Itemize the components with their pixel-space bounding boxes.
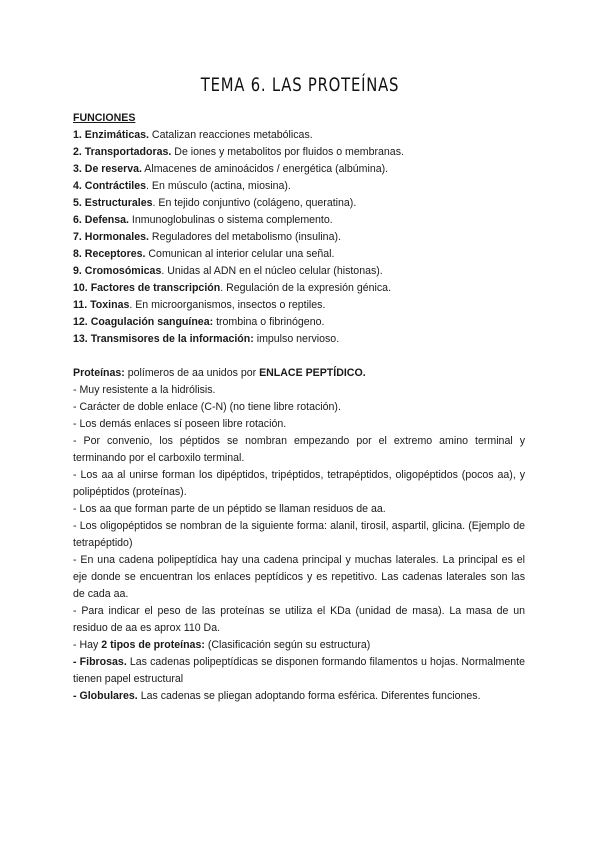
funcion-number: 7.	[73, 231, 82, 243]
funcion-item	[73, 229, 525, 246]
bullet-item: - Por convenio, los péptidos se nombran empezando por el extremo amino terminal y terminando por el carboxilo terminal.	[73, 435, 525, 464]
funcion-term: Enzimáticas.	[84, 129, 149, 141]
funcion-item	[73, 314, 525, 331]
funcion-desc: . En músculo (actina, miosina).	[146, 180, 291, 192]
funcion-number: 10.	[73, 282, 88, 294]
funcion-desc: . En microorganismos, insectos o reptiles.	[129, 299, 326, 311]
funcion-desc: Comunican al interior celular una señal.	[145, 248, 335, 260]
funcion-term: Coagulación sanguínea:	[90, 316, 214, 328]
funcion-term: Receptores.	[84, 248, 146, 260]
funcion-item	[73, 195, 525, 212]
funcion-number: 4.	[73, 180, 82, 192]
funcion-number: 11.	[73, 299, 88, 311]
document-body	[73, 110, 525, 705]
funcion-desc: . En tejido conjuntivo (colágeno, queratina).	[152, 197, 357, 209]
funcion-desc: trombina o fibrinógeno.	[213, 316, 325, 328]
funcion-item	[73, 331, 525, 348]
bullet-item: - En una cadena polipeptídica hay una cadena principal y muchas laterales. La principal es el eje donde se encuentran los enlaces peptídicos y es repetitivo. Las cadenas laterales son las de cada aa.	[73, 554, 525, 600]
funcion-term: Contráctiles	[84, 180, 147, 192]
fibrosas-desc: Las cadenas polipeptídicas se disponen formando filamentos u hojas. Normalmente tienen papel estructural	[73, 656, 525, 685]
funcion-term: De reserva.	[84, 163, 142, 175]
bullet-item: - Los oligopéptidos se nombran de la siguiente forma: alanil, tirosil, aspartil, glicina. (Ejemplo de tetrapéptido)	[73, 520, 525, 549]
funcion-item	[73, 280, 525, 297]
funcion-term: Hormonales.	[84, 231, 149, 243]
funcion-number: 1.	[73, 129, 82, 141]
proteinas-term: Proteínas:	[73, 367, 125, 379]
bullet-item: - Para indicar el peso de las proteínas se utiliza el KDa (unidad de masa). La masa de un residuo de aa es aprox 110 Da.	[73, 605, 525, 634]
tipos-proteinas	[73, 637, 525, 654]
funcion-item	[73, 297, 525, 314]
funcion-item	[73, 263, 525, 280]
funcion-item	[73, 144, 525, 161]
proteinas-intro	[73, 365, 525, 382]
funcion-term: Defensa.	[84, 214, 129, 226]
funcion-term: Cromosómicas	[84, 265, 162, 277]
bullet-item: - Los aa que forman parte de un péptido se llaman residuos de aa.	[73, 503, 386, 515]
funcion-desc: Catalizan reacciones metabólicas.	[148, 129, 313, 141]
proteinas-intro-text: polímeros de aa unidos por	[124, 367, 260, 379]
funcion-desc: Reguladores del metabolismo (insulina).	[148, 231, 341, 243]
funcion-number: 2.	[73, 146, 82, 158]
tipos-prefix: - Hay	[73, 639, 102, 651]
bullet-item: - Los aa al unirse forman los dipéptidos, tripéptidos, tetrapéptidos, oligopéptidos (pocos aa), y polipéptidos (proteínas).	[73, 469, 525, 498]
bullet-item: - Los demás enlaces sí poseen libre rotación.	[73, 418, 287, 430]
enlace-peptidico: ENLACE PEPTÍDICO.	[259, 367, 366, 379]
bullet-item: - Carácter de doble enlace (C-N) (no tiene libre rotación).	[73, 401, 341, 413]
funcion-desc: De iones y metabolitos por fluidos o membranas.	[171, 146, 404, 158]
funcion-desc: Inmunoglobulinas o sistema complemento.	[128, 214, 333, 226]
funcion-item	[73, 212, 525, 229]
funcion-number: 13.	[73, 333, 88, 345]
funcion-item	[73, 127, 525, 144]
bullet-item: - Muy resistente a la hidrólisis.	[73, 384, 216, 396]
funcion-item	[73, 246, 525, 263]
page-title: TEMA 6. LAS PROTEÍNAS	[200, 74, 400, 96]
funcion-desc: . Regulación de la expresión génica.	[220, 282, 392, 294]
funcion-number: 3.	[73, 163, 82, 175]
funciones-heading: FUNCIONES	[73, 112, 136, 124]
funciones-list	[73, 127, 525, 348]
funcion-term: Transportadoras.	[84, 146, 172, 158]
tipos-suffix: (Clasificación según su estructura)	[204, 639, 371, 651]
fibrosas-item	[73, 654, 525, 688]
funcion-term: Estructurales	[84, 197, 153, 209]
funcion-number: 6.	[73, 214, 82, 226]
globulares-term: - Globulares.	[73, 690, 138, 702]
funcion-item	[73, 178, 525, 195]
tipos-bold: 2 tipos de proteínas:	[101, 639, 205, 651]
funcion-number: 5.	[73, 197, 82, 209]
funcion-number: 12.	[73, 316, 88, 328]
funcion-desc: impulso nervioso.	[253, 333, 340, 345]
funcion-number: 9.	[73, 265, 82, 277]
funcion-term: Transmisores de la información:	[90, 333, 254, 345]
funcion-item	[73, 161, 525, 178]
funcion-term: Toxinas	[90, 299, 130, 311]
funcion-number: 8.	[73, 248, 82, 260]
funcion-desc: . Unidas al ADN en el núcleo celular (histonas).	[161, 265, 383, 277]
section-gap	[73, 348, 525, 365]
globulares-item	[73, 688, 525, 705]
funcion-term: Factores de transcripción	[90, 282, 221, 294]
globulares-desc: Las cadenas se pliegan adoptando forma esférica. Diferentes funciones.	[137, 690, 481, 702]
funcion-desc: Almacenes de aminoácidos / energética (albúmina).	[141, 163, 389, 175]
fibrosas-term: - Fibrosas.	[73, 656, 127, 668]
